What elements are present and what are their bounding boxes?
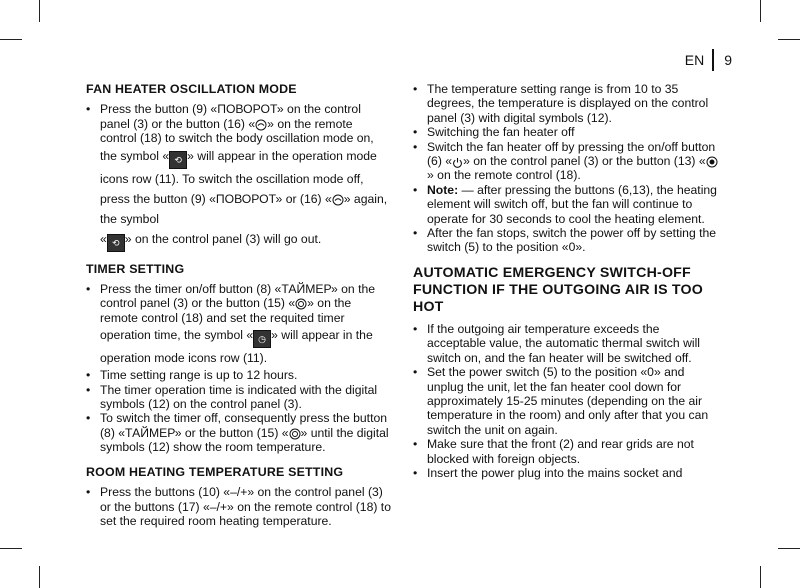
list-item: • Switch the fan heater off by pressing the on/off button (6) « » on the control panel (3) or the button (13) «» on the remote control (18). [413, 140, 718, 183]
header-divider [712, 49, 714, 71]
switch-off-list [413, 82, 718, 255]
list-item: • Make sure that the front (2) and rear grids are not blocked with foreign objects. [413, 437, 718, 466]
auto-switch-off-list [413, 322, 718, 480]
oscillation-mode-icon: ⟲ [107, 234, 125, 252]
crop-mark [760, 566, 761, 588]
left-column [86, 82, 391, 538]
timer-remote-icon [295, 298, 307, 310]
list-item: • Set the power switch (5) to the position «0» and unplug the unit, let the fan heater cool down for approximately 15-25 minutes (depending on the air temperature in the room) and only after that you can switch the unit on again. [413, 365, 718, 437]
right-column [413, 82, 718, 490]
language-code: EN [684, 52, 705, 68]
room-heating-list [86, 485, 391, 528]
timer-list [86, 282, 391, 455]
oscillation-remote-icon [332, 194, 344, 206]
list-item: • Press the timer on/off button (8) «ТАЙМЕР» on the control panel (3) or the button (15) « » on the remote control (18) and set the requited timer operation time, the symbol « ◷ » will appear in the operation mode icons row (11). [86, 282, 391, 368]
note-label: Note: [427, 182, 459, 197]
page-header [685, 49, 732, 71]
crop-mark [778, 39, 800, 40]
crop-mark [39, 566, 40, 588]
crop-mark [0, 548, 22, 549]
auto-switch-off-heading: AUTOMATIC EMERGENCY SWITCH-OFF FUNCTION IF THE OUTGOING AIR IS TOO HOT [413, 264, 703, 315]
list-item: • The temperature setting range is from 10 to 35 degrees, the temperature is displayed on the control panel (3) with digital symbols (12). [413, 82, 718, 125]
crop-mark [778, 548, 800, 549]
list-item: • If the outgoing air temperature exceeds the acceptable value, the automatic thermal switch will switch on, and the fan heater will be switched off. [413, 322, 718, 365]
oscillation-list [86, 102, 391, 251]
power-icon [452, 157, 463, 168]
list-item: • Switching the fan heater off [413, 125, 718, 139]
list-item: • The timer operation time is indicated with the digital symbols (12) on the control panel (3). [86, 383, 391, 412]
list-item: • Insert the power plug into the mains socket and [413, 466, 718, 480]
oscillation-remote-icon [255, 119, 267, 131]
list-item: • Note: — after pressing the buttons (6,13), the heating element will switch off, but the fan will continue to operate for 30 seconds to cool the heating element. [413, 183, 718, 226]
list-item: • After the fan stops, switch the power off by setting the switch (5) to the position «0». [413, 226, 718, 255]
oscillation-mode-icon: ⟲ [169, 151, 187, 169]
page-number: 9 [724, 52, 732, 68]
oscillation-heading: FAN HEATER OSCILLATION MODE [86, 82, 297, 96]
crop-mark [760, 0, 761, 22]
timer-remote-icon [289, 428, 301, 440]
list-item: • Time setting range is up to 12 hours. [86, 368, 391, 382]
list-item: • Press the button (9) «ПОВОРОТ» on the control panel (3) or the button (16) « » on the remote control (18) to switch the body oscillation mode on, the symbol « ⟲ » will appear in the operation mode icons row (11). To switch the oscillation mode off, press the button (9) «ПОВОРОТ» or (16) « » again, the symbol « ⟲ » on the control panel (3) will go out. [86, 102, 391, 251]
timer-heading: TIMER SETTING [86, 261, 185, 276]
timer-mode-icon: ◷ [253, 330, 271, 348]
list-item: • To switch the timer off, consequently press the button (8) «ТАЙМЕР» or the button (15) « » until the digital symbols (12) show the room temperature. [86, 411, 391, 454]
list-item: • Press the buttons (10) «–/+» on the control panel (3) or the buttons (17) «–/+» on the remote control (18) to set the required room heating temperature. [86, 485, 391, 528]
crop-mark [0, 39, 22, 40]
crop-mark [39, 0, 40, 22]
remote-power-icon [706, 156, 718, 168]
room-heating-heading: ROOM HEATING TEMPERATURE SETTING [86, 464, 344, 479]
